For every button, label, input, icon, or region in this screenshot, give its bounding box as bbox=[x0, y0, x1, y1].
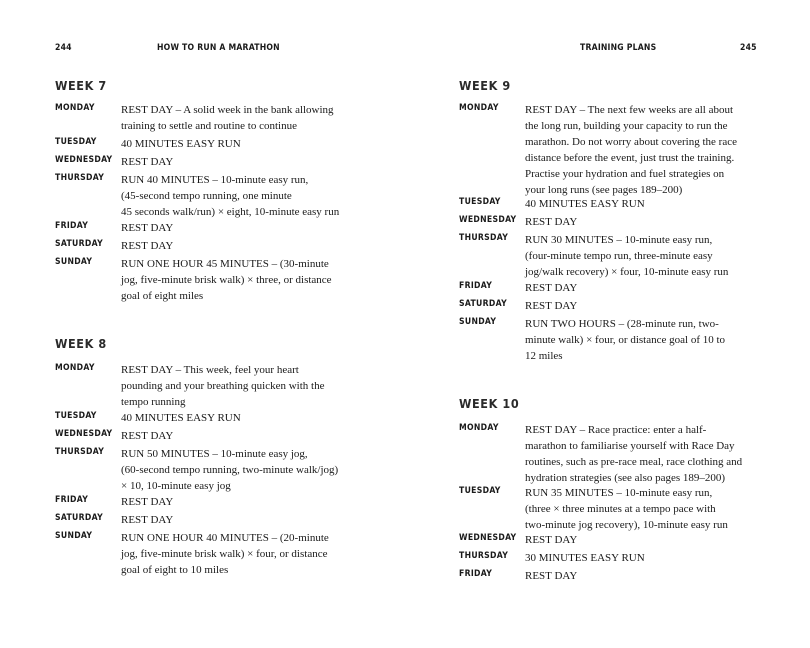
text-line: REST DAY bbox=[121, 222, 174, 234]
day-description bbox=[121, 362, 379, 410]
text-line: RUN ONE HOUR 40 MINUTES – (20-minute bbox=[121, 532, 329, 544]
text-line: distance before the event, just trust the training. bbox=[525, 152, 735, 164]
text-line: 40 MINUTES EASY RUN bbox=[525, 198, 645, 210]
day-label: WEDNESDAY bbox=[55, 429, 113, 439]
text-line: tempo running bbox=[121, 396, 186, 408]
running-head: HOW TO RUN A MARATHON bbox=[157, 43, 280, 53]
text-line: routines, such as pre-race meal, race clothing and bbox=[525, 456, 743, 468]
day-description bbox=[525, 280, 783, 296]
day-label: TUESDAY bbox=[55, 411, 97, 421]
day-label: TUESDAY bbox=[459, 197, 501, 207]
text-line: goal of eight to 10 miles bbox=[121, 564, 229, 576]
text-line: REST DAY bbox=[121, 496, 174, 508]
day-label: MONDAY bbox=[55, 103, 95, 113]
day-label: FRIDAY bbox=[459, 569, 493, 579]
day-label: TUESDAY bbox=[459, 486, 501, 496]
day-label: SATURDAY bbox=[459, 299, 507, 309]
day-label: SATURDAY bbox=[55, 239, 103, 249]
day-label: TUESDAY bbox=[55, 137, 97, 147]
day-description bbox=[525, 422, 783, 486]
day-description bbox=[121, 410, 379, 426]
text-line: REST DAY bbox=[525, 300, 578, 312]
day-label: FRIDAY bbox=[55, 495, 89, 505]
day-description bbox=[121, 512, 379, 528]
day-label: MONDAY bbox=[459, 423, 499, 433]
day-label: WEDNESDAY bbox=[459, 533, 517, 543]
right-page bbox=[405, 0, 810, 648]
day-label: THURSDAY bbox=[459, 233, 509, 243]
text-line: RUN 35 MINUTES – 10-minute easy run, bbox=[525, 487, 713, 499]
day-description bbox=[525, 214, 783, 230]
text-line: marathon to familiarise yourself with Race Day bbox=[525, 440, 735, 452]
day-label: SUNDAY bbox=[55, 531, 93, 541]
day-description bbox=[525, 196, 783, 212]
day-description bbox=[121, 494, 379, 510]
text-line: (45-second tempo running, one minute bbox=[121, 190, 292, 202]
day-label: MONDAY bbox=[459, 103, 499, 113]
day-label: SATURDAY bbox=[55, 513, 103, 523]
text-line: two-minute jog recovery), 10-minute easy run bbox=[525, 519, 728, 531]
text-line: 12 miles bbox=[525, 350, 563, 362]
day-description bbox=[121, 256, 379, 304]
week-heading: WEEK 8 bbox=[55, 336, 107, 351]
text-line: REST DAY bbox=[121, 514, 174, 526]
text-line: Practise your hydration and fuel strategies on bbox=[525, 168, 725, 180]
text-line: REST DAY bbox=[121, 156, 174, 168]
day-label: MONDAY bbox=[55, 363, 95, 373]
page-number: 245 bbox=[740, 43, 757, 53]
running-head: TRAINING PLANS bbox=[580, 43, 657, 53]
text-line: jog/walk recovery) × four, 10-minute easy run bbox=[525, 266, 729, 278]
day-label: THURSDAY bbox=[459, 551, 509, 561]
text-line: jog, five-minute brisk walk) × four, or distance bbox=[121, 548, 328, 560]
day-label: THURSDAY bbox=[55, 173, 105, 183]
day-description bbox=[121, 530, 379, 578]
day-description bbox=[121, 102, 379, 134]
text-line: minute walk) × four, or distance goal of 10 to bbox=[525, 334, 726, 346]
text-line: training to settle and routine to continue bbox=[121, 120, 297, 132]
text-line: jog, five-minute brisk walk) × three, or distance bbox=[121, 274, 332, 286]
text-line: 45 seconds walk/run) × eight, 10-minute easy run bbox=[121, 206, 340, 218]
day-label: SUNDAY bbox=[459, 317, 497, 327]
day-label: FRIDAY bbox=[55, 221, 89, 231]
day-description bbox=[121, 428, 379, 444]
text-line: REST DAY – The next few weeks are all about bbox=[525, 104, 734, 116]
day-description bbox=[525, 232, 783, 280]
day-description bbox=[121, 172, 379, 220]
page-number: 244 bbox=[55, 43, 72, 53]
day-label: WEDNESDAY bbox=[55, 155, 113, 165]
text-line: 40 MINUTES EASY RUN bbox=[121, 412, 241, 424]
day-label: WEDNESDAY bbox=[459, 215, 517, 225]
day-description bbox=[525, 532, 783, 548]
text-line: (three × three minutes at a tempo pace with bbox=[525, 503, 716, 515]
text-line: REST DAY – A solid week in the bank allowing bbox=[121, 104, 334, 116]
text-line: goal of eight miles bbox=[121, 290, 204, 302]
text-line: × 10, 10-minute easy jog bbox=[121, 480, 231, 492]
text-line: REST DAY bbox=[525, 534, 578, 546]
week-heading: WEEK 7 bbox=[55, 78, 107, 93]
day-description bbox=[121, 446, 379, 494]
day-description bbox=[525, 485, 783, 533]
text-line: RUN TWO HOURS – (28-minute run, two- bbox=[525, 318, 719, 330]
day-label: FRIDAY bbox=[459, 281, 493, 291]
text-line: RUN 40 MINUTES – 10-minute easy run, bbox=[121, 174, 309, 186]
text-line: pounding and your breathing quicken with the bbox=[121, 380, 325, 392]
week-heading: WEEK 9 bbox=[459, 78, 511, 93]
text-line: REST DAY bbox=[525, 570, 578, 582]
text-line: RUN ONE HOUR 45 MINUTES – (30-minute bbox=[121, 258, 329, 270]
day-description bbox=[525, 316, 783, 364]
day-description bbox=[121, 238, 379, 254]
day-description bbox=[525, 102, 783, 198]
week-heading: WEEK 10 bbox=[459, 396, 520, 411]
text-line: hydration strategies (see also pages 189–200) bbox=[525, 472, 726, 484]
day-description bbox=[121, 220, 379, 236]
text-line: marathon. Do not worry about covering the race bbox=[525, 136, 737, 148]
text-line: 30 MINUTES EASY RUN bbox=[525, 552, 645, 564]
text-line: RUN 30 MINUTES – 10-minute easy run, bbox=[525, 234, 713, 246]
day-description bbox=[525, 298, 783, 314]
text-line: (four-minute tempo run, three-minute easy bbox=[525, 250, 713, 262]
text-line: REST DAY bbox=[525, 216, 578, 228]
day-description bbox=[525, 550, 783, 566]
text-line: the long run, building your capacity to run the bbox=[525, 120, 728, 132]
text-line: REST DAY bbox=[121, 430, 174, 442]
day-description bbox=[121, 154, 379, 170]
text-line: (60-second tempo running, two-minute walk/jog) bbox=[121, 464, 339, 476]
text-line: RUN 50 MINUTES – 10-minute easy jog, bbox=[121, 448, 308, 460]
text-line: REST DAY bbox=[525, 282, 578, 294]
day-label: THURSDAY bbox=[55, 447, 105, 457]
text-line: 40 MINUTES EASY RUN bbox=[121, 138, 241, 150]
text-line: REST DAY bbox=[121, 240, 174, 252]
day-description bbox=[525, 568, 783, 584]
text-line: your long runs (see pages 189–200) bbox=[525, 184, 683, 196]
day-description bbox=[121, 136, 379, 152]
day-label: SUNDAY bbox=[55, 257, 93, 267]
text-line: REST DAY – Race practice: enter a half- bbox=[525, 424, 707, 436]
text-line: REST DAY – This week, feel your heart bbox=[121, 364, 299, 376]
